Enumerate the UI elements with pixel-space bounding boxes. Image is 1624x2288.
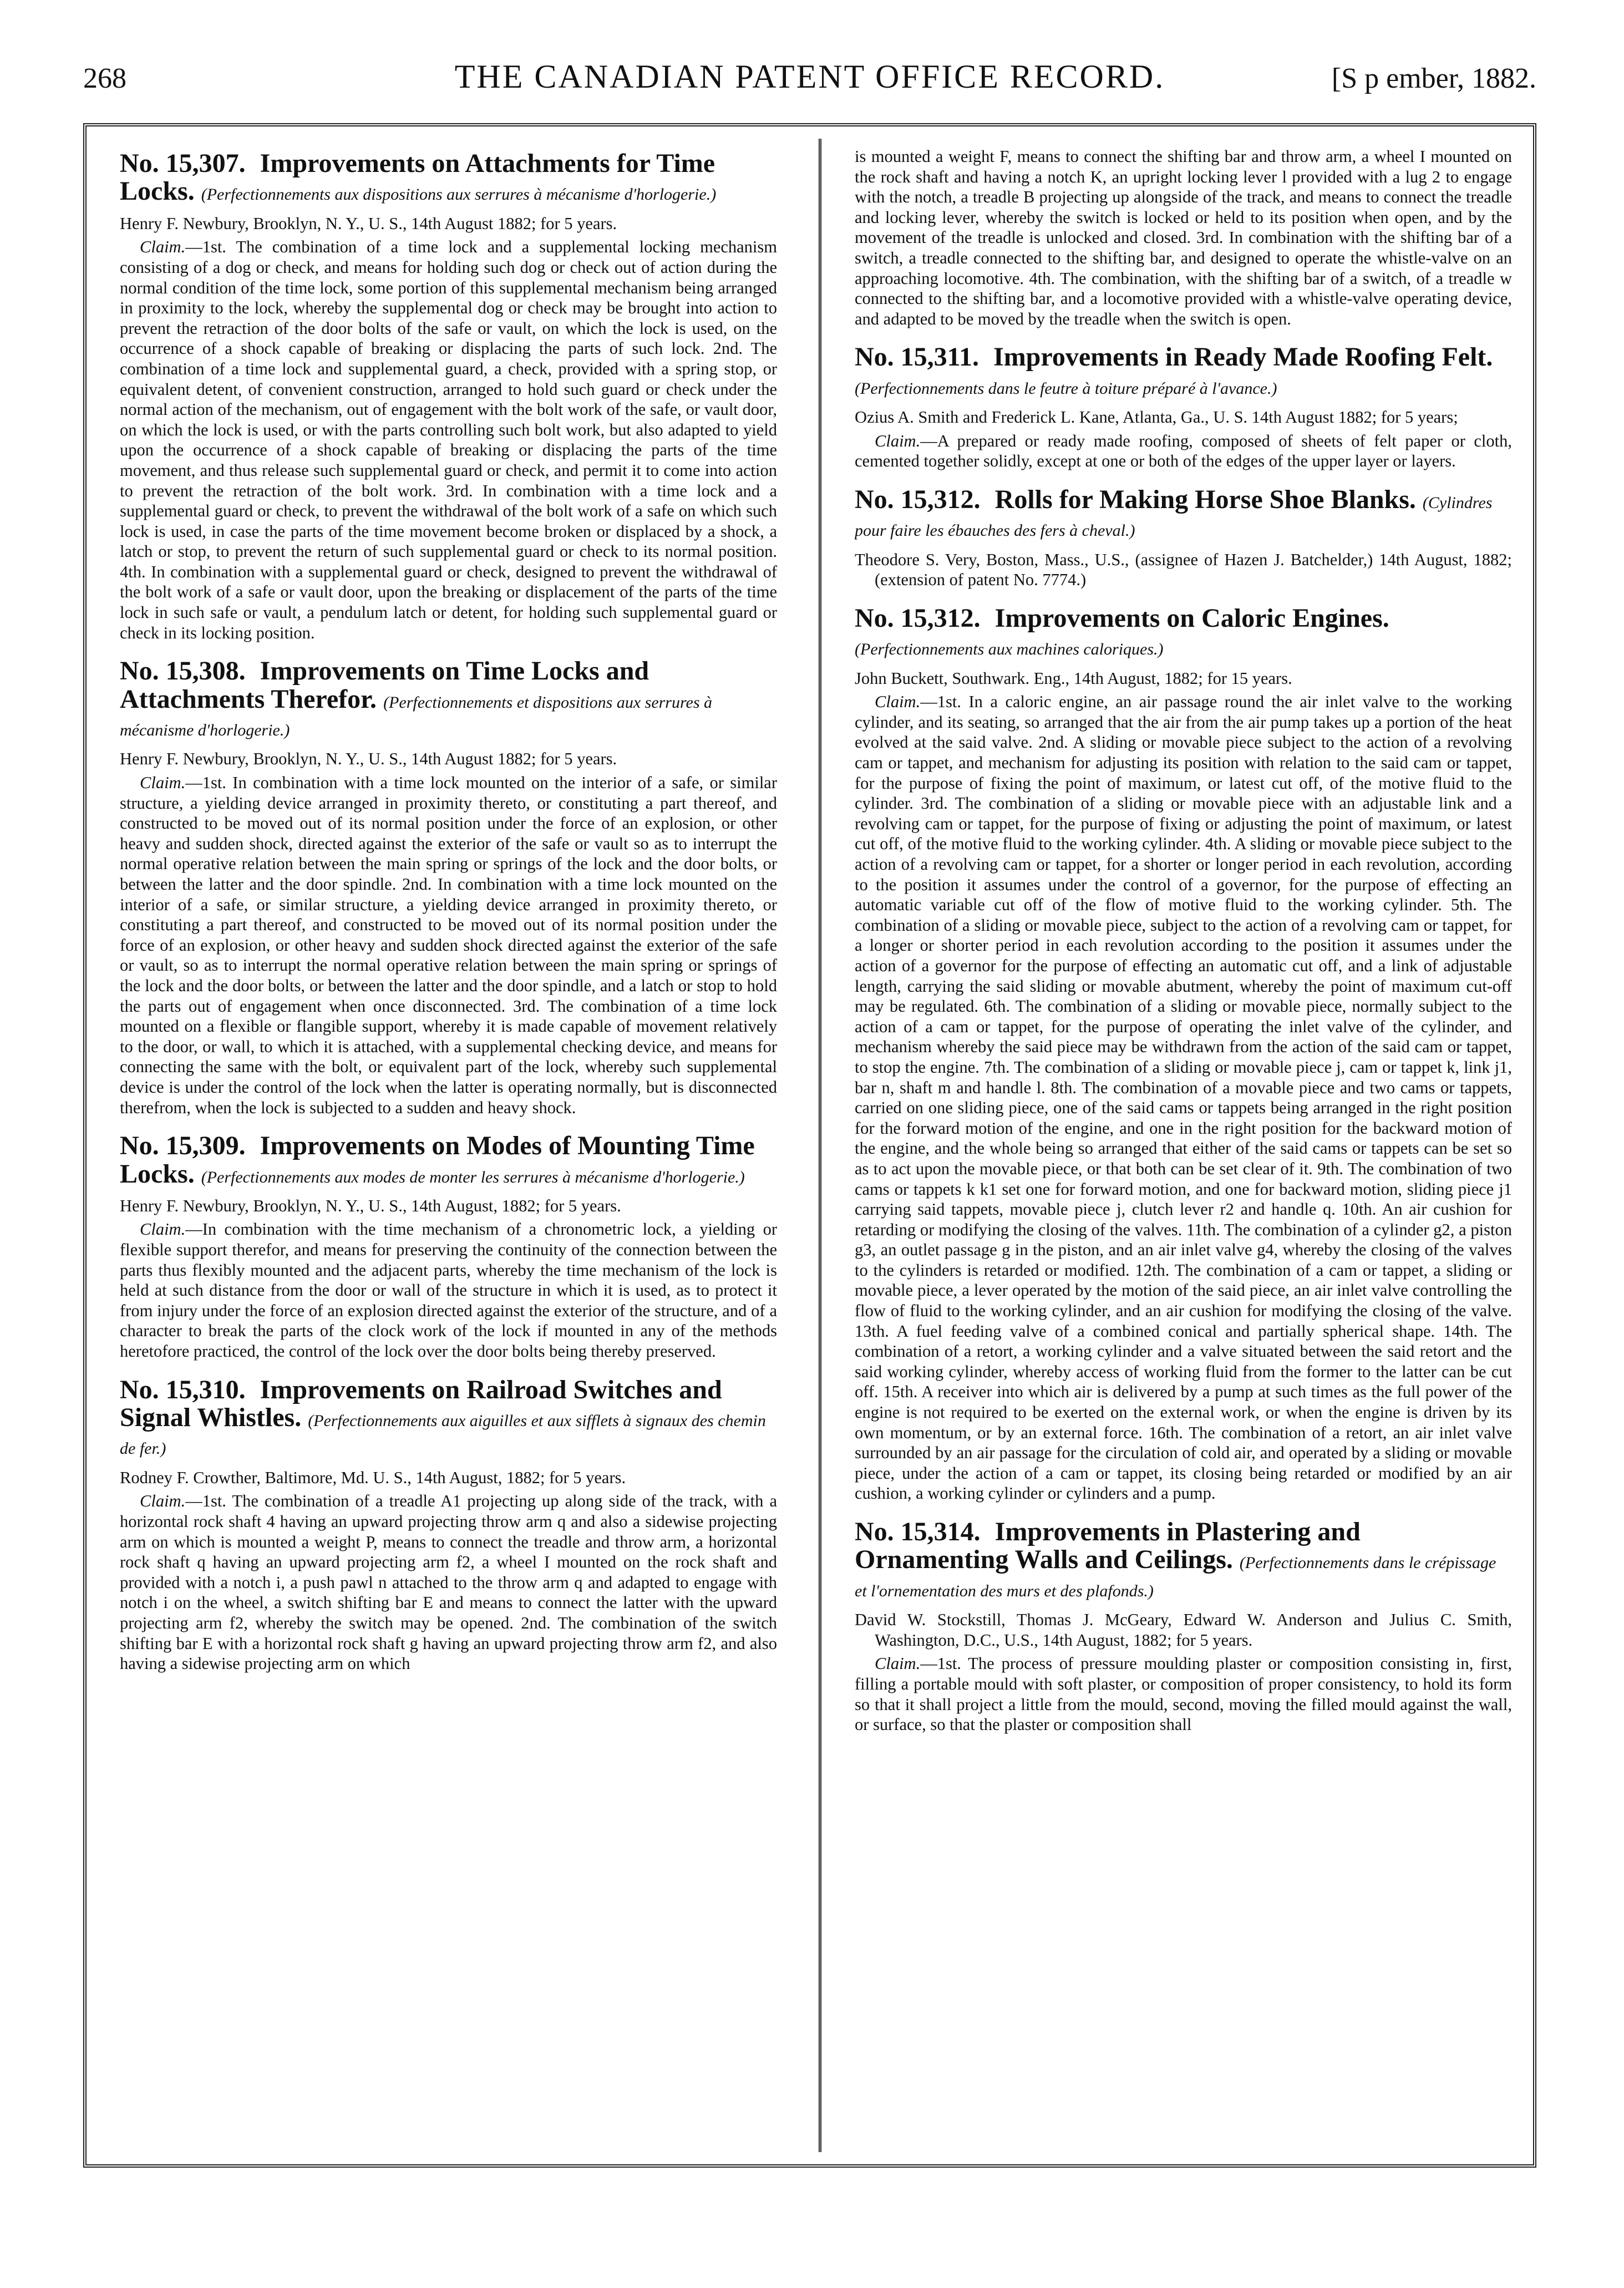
claim-body: —1st. In combination with a time lock mounted on the interior of a safe, or similar structure, a yielding device arranged in proximity thereto, or constituting a part thereof, and constructed to be moved out of its normal position under the force of an explosion, or other heavy and sudden shock, directed against the exterior of the safe or vault so as to interrupt the normal operative relation between the main spring or springs of the lock and the door bolts, or between the latter and the door spindle. 2nd. In combination with a time lock mounted on the interior of a safe, or similar structure, a yielding device arranged in proximity thereto, or constituting a part thereof, and constructed to be moved out of its normal position under the force of an explosion, or other heavy and sudden shock directed against the exterior of the safe or vault, so as to interrupt the normal operative relation between the main spring or springs of the lock and the door bolts, or between the latter and the door spindle, and a latch or stop to hold the parts out of engagement when once disconnected. 3rd. The combination of a time lock mounted on a flexible or flangible support, whereby it is made capable of movement relatively to the door, or wall, to which it is attached, with a supplemental checking device, and means for connecting the same with the bolt, or equivalent part of the lock, whereby such supplemental device is under the control of the lock when the latter is operating normally, but is disconnected therefrom, when the lock is subjected to a sudden and heavy shock.: [120, 773, 777, 1117]
claim-text: [120, 237, 777, 643]
entry-title: [855, 1518, 1512, 1602]
patent-entry: [855, 486, 1512, 590]
claim-body: —In combination with the time mechanism of a chronometric lock, a yielding or flexible support therefor, and means for preserving the continuity of the connection between the parts thus flexibly mounted and the adjacent parts, whereby the time mechanism of the lock is held at such distance from the door or wall of the structure in which it is used, as to protect it from injury under the force of an explosion directed against the exterior of the structure, and of a character to break the parts of the clock work of the lock if mounted in any of the methods heretofore practiced, the control of the lock over the door bolts being thereby preserved.: [120, 1220, 777, 1361]
french-title: (Cylindres pour faire les ébauches des fers à cheval.): [855, 493, 1493, 540]
claim-label: Claim.: [140, 773, 186, 793]
inventor-line: Theodore S. Very, Boston, Mass., U.S., (assignee of Hazen J. Batchelder,) 14th August, 1882; (extension of patent No. 7774.): [855, 550, 1512, 590]
entry-title: [120, 1376, 777, 1460]
patent-title: Improvements on Railroad Switches and Signal Whistles.: [120, 1374, 722, 1433]
patent-title: Improvements in Plastering and Ornamenting Walls and Ceilings.: [855, 1517, 1361, 1575]
claim-text: [120, 1491, 777, 1673]
claim-label: Claim.: [140, 1220, 186, 1239]
patent-title: Improvements on Modes of Mounting Time Locks.: [120, 1131, 755, 1189]
claim-body: —A prepared or ready made roofing, composed of sheets of felt paper or cloth, cemented together solidly, except at one or both of the edges of the upper layer or layers.: [855, 431, 1512, 471]
claim-body: —1st. The process of pressure moulding plaster or composition consisting in, first, filling a portable mould with soft plaster, or composition of proper consistency, to hold its form so that it shall project a little from the mould, second, moving the filled mould against the wall, or surface, so that the plaster or composition shall: [855, 1654, 1512, 1734]
claim-label: Claim.: [875, 431, 921, 450]
inventor-line: Rodney F. Crowther, Baltimore, Md. U. S., 14th August, 1882; for 5 years.: [120, 1468, 626, 1487]
french-title: (Perfectionnements dans le crépissage et l'ornementation des murs et des plafonds.): [855, 1554, 1496, 1600]
entry-title: [120, 150, 777, 206]
claim-text: [120, 773, 777, 1118]
french-title: (Perfectionnements et dispositions aux serrures à mécanisme d'horlogerie.): [120, 693, 713, 740]
patent-entry: [855, 1518, 1512, 1735]
claim-body: —1st. The combination of a time lock and a supplemental locking mechanism consisting of a dog or check, and means for holding such dog or check out of action during the normal condition of the time lock, some portion of this supplemental mechanism being arranged in proximity to the lock, whereby the supplemental dog or check may be brought into action to prevent the retraction of the door bolts of the safe or vault, on which the lock is used, on the occurrence of a shock capable of breaking or displacing the parts of such lock. 2nd. The combination of a time lock and supplemental guard, a check, provided with a spring stop, or equivalent detent, of convenient construction, arranged to hold such guard or check under the normal action of the mechanism, out of engagement with the bolt work of the safe, or vault door, on which the lock is used, or with the parts controlling such bolt work, but also adapted to yield upon the occurrence of a shock capable of breaking or displacing the parts of the time movement, and thus release such supplemental guard or check, and permit it to come into action to prevent the retraction of the bolt work. 3rd. In combination with a time lock and a supplemental guard or check, to prevent the withdrawal of the bolt work of a safe on which such lock is used, in case the parts of the time movement become broken or displaced by a shock, a latch or stop, to prevent the return of such supplemental guard or check to its normal position. 4th. In combination with a supplemental guard or check, designed to prevent the withdrawal of the bolt work of a safe or vault door, upon the breaking or displacement of the parts of the time lock in such safe or vault, a pendulum latch or detent, for holding such supplemental guard or check in its locking position.: [120, 237, 777, 642]
patent-number: No. 15,310.: [120, 1374, 246, 1404]
claim-text: [855, 692, 1512, 1504]
right-column: [855, 146, 1512, 2153]
claim-label: Claim.: [875, 692, 921, 712]
french-title: (Perfectionnements aux modes de monter les serrures à mécanisme d'horlogerie.): [201, 1168, 745, 1186]
french-title: (Perfectionnements aux aiguilles et aux sifflets à signaux des chemin de fer.): [120, 1412, 766, 1458]
french-title: (Perfectionnements aux machines caloriques.): [855, 640, 1164, 659]
patent-entry: [120, 1132, 777, 1362]
inventor-line: Henry F. Newbury, Brooklyn, N. Y., U. S., 14th August, 1882; for 5 years.: [120, 1196, 621, 1215]
claim-text: [855, 1653, 1512, 1734]
patent-title: Rolls for Making Horse Shoe Blanks.: [994, 484, 1416, 514]
page-header: [83, 58, 1536, 108]
patent-number: No. 15,312.: [855, 603, 981, 633]
patent-number: No. 15,309.: [120, 1131, 246, 1161]
claim-label: Claim.: [140, 1491, 186, 1511]
patent-number: No. 15,307.: [120, 149, 246, 178]
entry-title: [120, 1132, 777, 1188]
patent-title: Improvements on Caloric Engines.: [994, 603, 1389, 633]
claim-label: Claim.: [140, 237, 186, 257]
patent-title: Improvements in Ready Made Roofing Felt.: [993, 342, 1493, 372]
patent-number: No. 15,311.: [855, 342, 980, 372]
issue-date: [S p ember, 1882.: [1331, 63, 1536, 94]
claim-body: —1st. The combination of a treadle A1 projecting up along side of the track, with a horizontal rock shaft 4 having an upward projecting throw arm q and also a sidewise projecting arm on which is mounted a weight P, means to connect the treadle and throw arm, a horizontal rock shaft q having an upward projecting arm f2, a wheel I mounted on the rock shaft and provided with a notch i, a push pawl n attached to the throw arm q and adapted to engage with notch i on the wheel, a switch shifting bar E and means to connect the latter with the upward projecting arm f2, whereby the switch may be opened. 2nd. The combination of the switch shifting bar E with a horizontal rock shaft g having an upward projecting throw arm f2, and also having a sidewise projecting arm on which: [120, 1491, 777, 1673]
page-number: 268: [83, 63, 126, 94]
claim-label: Claim.: [875, 1654, 921, 1673]
claim-text: [120, 1219, 777, 1361]
inventor-line: John Buckett, Southwark. Eng., 14th August, 1882; for 15 years.: [855, 668, 1292, 688]
patent-number: No. 15,314.: [855, 1517, 981, 1546]
patent-entry: [120, 1376, 777, 1674]
entry-title: [855, 343, 1512, 399]
entry-title: [120, 657, 777, 741]
left-column: [120, 146, 777, 2153]
publication-title: THE CANADIAN PATENT OFFICE RECORD.: [454, 58, 1165, 95]
page-frame: [83, 123, 1536, 2168]
patent-entry: [855, 343, 1512, 471]
column-divider: [819, 139, 821, 2152]
patent-entry: [120, 657, 777, 1118]
inventor-line: Henry F. Newbury, Brooklyn, N. Y., U. S., 14th August 1882; for 5 years.: [120, 749, 617, 769]
patent-number: No. 15,312.: [855, 484, 981, 514]
patent-entry: [855, 605, 1512, 1504]
french-title: (Perfectionnements aux dispositions aux serrures à mécanisme d'horlogerie.): [201, 185, 717, 204]
inventor-line: Henry F. Newbury, Brooklyn, N. Y., U. S., 14th August 1882; for 5 years.: [120, 214, 617, 233]
claim-text: [855, 431, 1512, 471]
claim-body: —1st. In a caloric engine, an air passage round the air inlet valve to the working cylinder, and its seating, so arranged that the air from the air pump takes up a portion of the heat evolved at the said valve. 2nd. A sliding or movable piece subject to the action of a revolving cam or tappet, and mechanism for adjusting its position with relation to the said cam or tappet, for the purpose of fixing the point of maximum, or latest cut off, of the motive fluid to the cylinder. 3rd. The combination of a sliding or movable piece with an adjustable link and a revolving cam or tappet, for the purpose of fixing or adjusting the point of maximum, or latest cut off, of the motive fluid to the working cylinder. 4th. A sliding or movable piece subject to the action of a revolving cam or tappet, for a shorter or longer period in each revolution, according to the position it assumes under the control of a governor, for the purpose of effecting an automatic variable cut off of the flow of motive fluid to the working cylinder. 5th. The combination of a sliding or movable piece, subject to the action of a revolving cam or tappet, for a longer or shorter period in each revolution according to the position it assumes under the action of a governor for the purpose of effecting an automatic cut off, and a link of adjustable length, carrying the said sliding or movable abutment, whereby the point of maximum cut-off may be regulated. 6th. The combination of a sliding or movable piece, normally subject to the action of a cam or tappet, for the purpose of operating the inlet valve of the cylinder, and mechanism whereby the said piece may be withdrawn from the action of the said cam or tappet, to stop the engine. 7th. The combination of a sliding or movable piece j, cam or tappet k, link j1, bar n, shaft m and handle l. 8th. The combination of a movable piece and two cams or tappets, carried on one sliding piece, one of the said cams or tappets being arranged in the right position for the forward motion of the engine, and one in the right position for the backward motion of the engine, and the whole being so arranged that either of the said cams or tappets can be set so as to act upon the movable piece, or that both can be set clear of it. 9th. The combination of two cams or tappets k k1 set one for forward motion, and one for backward motion, sliding piece j1 carrying said tappets, movable piece j, clutch lever r2 and handle q. 10th. An air cushion for retarding or modifying the closing of the valves. 11th. The combination of a cylinder g2, a piston g3, an outlet passage g in the piston, and an air inlet valve g4, whereby the closing of the valves to the cylinders is retarded or modified. 12th. The combination of a cam or tappet, a sliding or movable piece, a lever operated by the motion of the said piece, an air inlet valve controlling the flow of fluid to the working cylinder, and an air cushion for modifying the closing of the valve. 13th. A fuel feeding valve of a combined conical and partially spherical shape. 14th. The combination of a retort, a working cylinder and a valve situated between the said retort and the said working cylinder, whereby access of working fluid from the former to the latter can be cut off. 15th. A receiver into which air is delivered by a pump at such times as the full power of the engine is not required to be exerted on the external work, or when the engine is driven by its own momentum, or by an external force. 16th. The combination of a retort, an air inlet valve surrounded by an air passage for the circulation of cold air, and operated by a sliding or movable piece, under the action of a cam or tappet, its closing being retarded or modified by an air cushion, a working cylinder or cylinders and a pump.: [855, 692, 1512, 1503]
entry-title: [855, 605, 1512, 661]
patent-title: Improvements on Attachments for Time Locks.: [120, 149, 715, 206]
entry-title: [855, 486, 1512, 542]
french-title: (Perfectionnements dans le feutre à toiture préparé à l'avance.): [855, 379, 1277, 398]
claim-continuation: is mounted a weight F, means to connect the shifting bar and throw arm, a wheel I mounted on the rock shaft and having a notch K, an upright locking lever l provided with a lug 2 to engage with the notch, a treadle B projecting up alongside of the track, and means to connect the treadle and locking lever, whereby the switch is locked or held to its position when open, and by the movement of the treadle is unlocked and closed. 3rd. In combination with the shifting bar of a switch, a treadle connected to the shifting bar, and designed to operate the whistle-valve on an approaching locomotive. 4th. The combination, with the shifting bar of a switch, of a treadle w connected to the shifting bar, and a locomotive provided with a whistle-valve operating device, and adapted to be moved by the treadle when the switch is open.: [855, 147, 1512, 328]
inventor-line: David W. Stockstill, Thomas J. McGeary, Edward W. Anderson and Julius C. Smith, Washington, D.C., U.S., 14th August, 1882; for 5 years.: [855, 1610, 1512, 1650]
patent-number: No. 15,308.: [120, 656, 246, 686]
inventor-line: Ozius A. Smith and Frederick L. Kane, Atlanta, Ga., U. S. 14th August 1882; for 5 years;: [855, 408, 1458, 427]
patent-entry: [120, 150, 777, 643]
patent-title: Improvements on Time Locks and Attachments Therefor.: [120, 656, 649, 714]
